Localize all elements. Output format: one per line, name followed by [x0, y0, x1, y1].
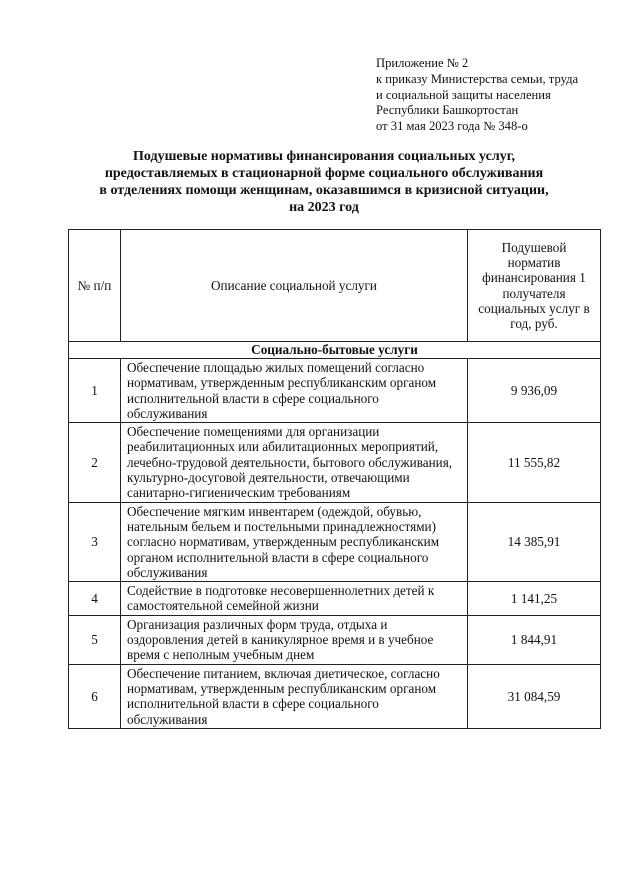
section-row	[69, 342, 601, 359]
row-description: Организация различных форм труда, отдыха и оздоровления детей в каникулярное время и в учебное время с неполным учебным днем	[121, 615, 468, 664]
row-num: 1	[69, 359, 121, 423]
row-norm: 9 936,09	[468, 359, 601, 423]
document-title	[40, 148, 608, 216]
table-row	[69, 664, 601, 728]
title-line: в отделениях помощи женщинам, оказавшимся в кризисной ситуации,	[99, 183, 549, 198]
row-norm: 1 141,25	[468, 582, 601, 616]
row-description: Обеспечение мягким инвентарем (одеждой, обувью, нательным бельем и постельными принадлежностями) согласно нормативам, утвержденным республиканским органом исполнительной власти в сфере социального обслуживания	[121, 502, 468, 581]
attachment-line: Приложение № 2	[376, 56, 469, 70]
row-norm: 31 084,59	[468, 664, 601, 728]
table-row	[69, 615, 601, 664]
title-line: Подушевые нормативы финансирования социальных услуг,	[133, 149, 515, 164]
attachment-line: и социальной защиты населения	[376, 87, 551, 102]
attachment-line: от 31 мая 2023 года № 348-о	[376, 119, 528, 134]
attachment-line: Республики Башкортостан	[376, 103, 519, 118]
title-line: предоставляемых в стационарной форме социального обслуживания	[104, 166, 544, 181]
section-title: Социально-бытовые услуги	[69, 342, 601, 359]
row-num: 6	[69, 664, 121, 728]
table-row	[69, 423, 601, 502]
attachment-line: к приказу Министерства семьи, труда	[376, 71, 579, 86]
header-num: № п/п	[69, 230, 121, 342]
row-num: 2	[69, 423, 121, 502]
table-row	[69, 582, 601, 616]
row-num: 5	[69, 615, 121, 664]
row-description: Содействие в подготовке несовершеннолетних детей к самостоятельной семейной жизни	[121, 582, 468, 616]
title-line: на 2023 год	[289, 200, 359, 215]
norms-table	[68, 229, 601, 729]
row-description: Обеспечение питанием, включая диетическое, согласно нормативам, утвержденным республиканским органом исполнительной власти в сфере социального обслуживания	[121, 664, 468, 728]
table-header-row	[69, 230, 601, 342]
attachment-note	[376, 56, 626, 135]
row-description: Обеспечение помещениями для организации реабилитационных или абилитационных мероприятий, лечебно-трудовой деятельности, бытового обслуживания, культурно-досуговой деятельности, отвечающими санитарно-гигиеническим требованиям	[121, 423, 468, 502]
row-norm: 11 555,82	[468, 423, 601, 502]
header-norm: Подушевой норматив финансирования 1 получателя социальных услуг в год, руб.	[468, 230, 601, 342]
table-row	[69, 359, 601, 423]
header-description: Описание социальной услуги	[121, 230, 468, 342]
row-norm: 14 385,91	[468, 502, 601, 581]
table-row	[69, 502, 601, 581]
row-norm: 1 844,91	[468, 615, 601, 664]
row-num: 3	[69, 502, 121, 581]
row-description: Обеспечение площадью жилых помещений согласно нормативам, утвержденным республиканским органом исполнительной власти в сфере социального обслуживания	[121, 359, 468, 423]
row-num: 4	[69, 582, 121, 616]
